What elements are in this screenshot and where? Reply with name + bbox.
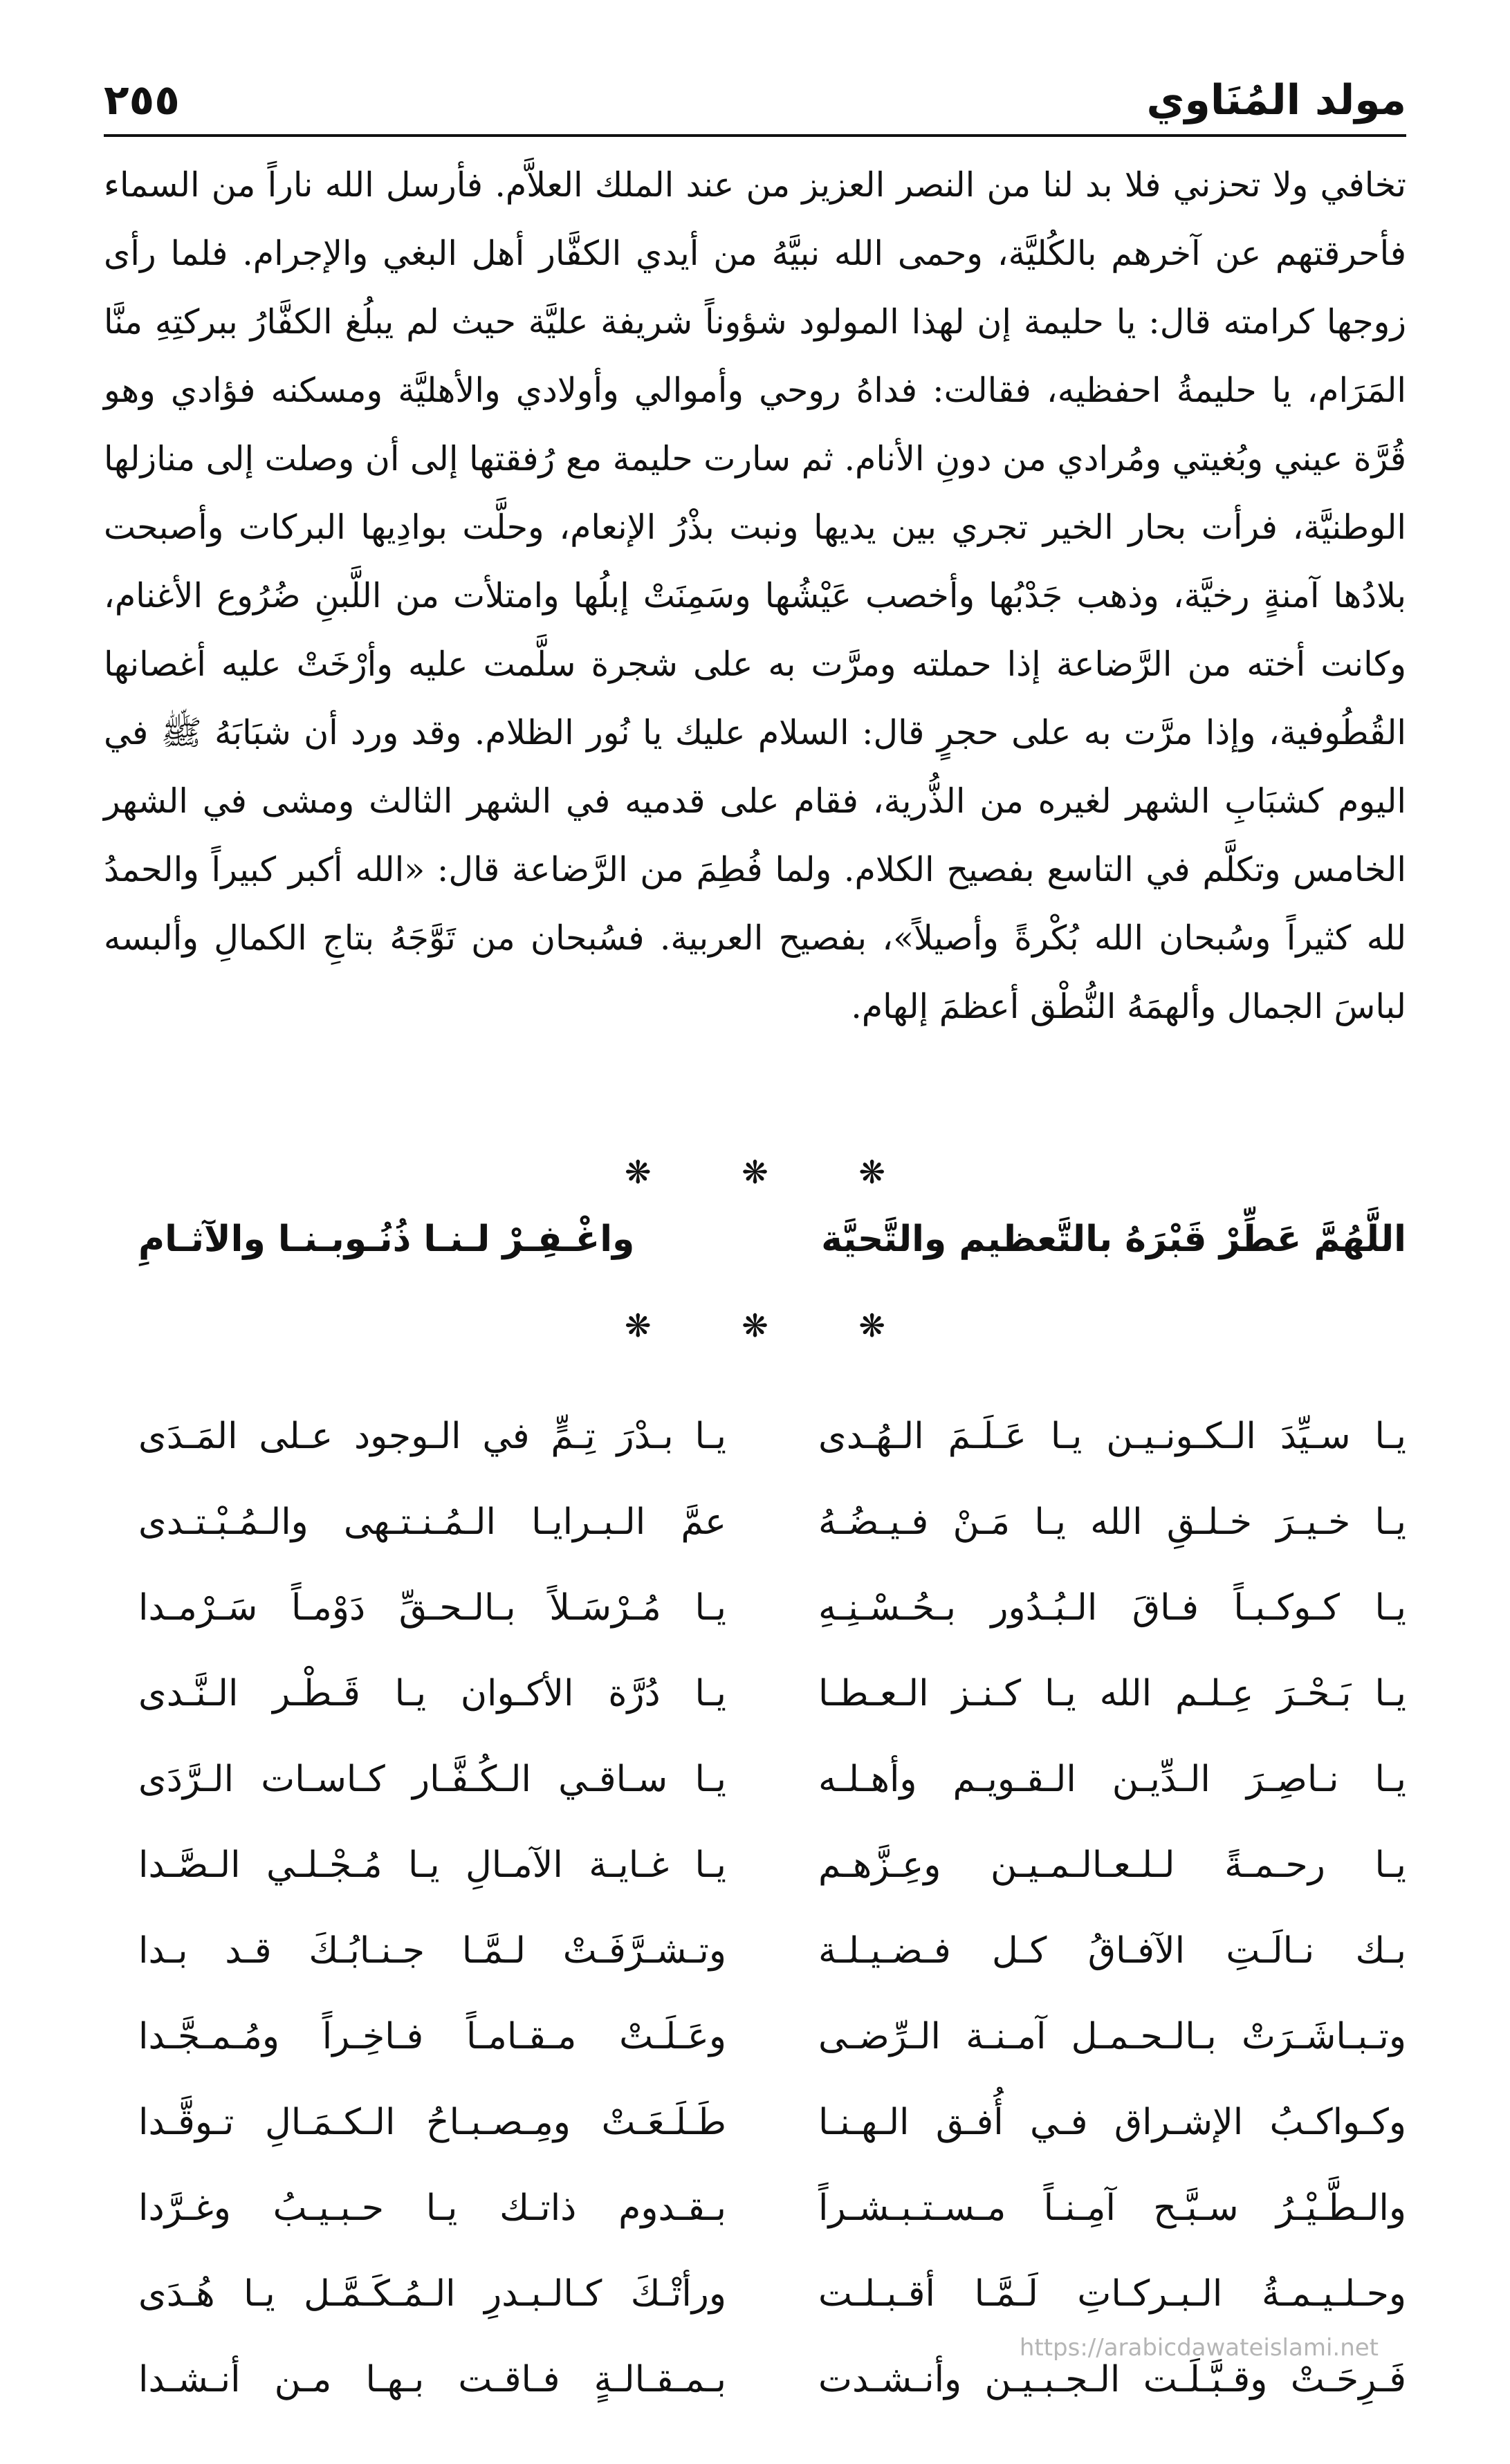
verse-first-hemistich: وتـبـاشَـرَتْ بـالـحـمـل آمـنـة الـرِّضـى [818, 2016, 1406, 2057]
verse-first-hemistich: فَـرِحَـتْ وقـبَّـلَـت الـجـبـيـن وأنـشـدت [818, 2359, 1406, 2400]
verse-second-hemistich: يـا مُـرْسَـلاً بـالـحـقِّ دَوْمـاً سَـرْمـدا [138, 1587, 726, 1629]
star-ornament-icon: ❋ [742, 1154, 768, 1191]
verse-first-hemistich: بـك نـالَـتِ الآفـاقُ كـل فـضـيـلـة [818, 1930, 1406, 1972]
poem-verse [138, 1651, 1406, 1736]
poem-verse [138, 2079, 1406, 2165]
verse-second-hemistich: ورأتْـكَ كـالـبـدرِ الـمُـكَـمَّـل يـا هُـدَى [138, 2273, 726, 2315]
page-header [104, 48, 1406, 137]
refrain-verse [138, 1219, 1406, 1281]
poem-verse [138, 1908, 1406, 1994]
poem-verse [138, 1994, 1406, 2079]
ornament-separator-top [0, 1154, 1510, 1191]
verse-second-hemistich: يـا سـاقـي الـكُـفَّـار كـاسـات الـرَّدَى [138, 1759, 726, 1800]
star-ornament-icon: ❋ [742, 1307, 768, 1344]
poem-verse [138, 2165, 1406, 2251]
verse-second-hemistich: عمَّ الـبـرايـا الـمُـنـتـهى والـمُـبْـتـدى [138, 1501, 726, 1543]
poem-verse [138, 1479, 1406, 1565]
star-ornament-icon: ❋ [858, 1154, 885, 1191]
refrain-first-hemistich: اللَّهُمَّ عَطِّرْ قَبْرَهُ بالتَّعظيم والتَّحيَّة [821, 1219, 1406, 1260]
poem [138, 1393, 1406, 2423]
verse-second-hemistich: يـا دُرَّة الأكـوان يـا قَـطْـر الـنَّـدى [138, 1673, 726, 1714]
page-number: ٢٥٥ [104, 76, 180, 124]
verse-first-hemistich: والـطَّـيْـرُ سـبَّـح آمِـنـاً مـسـتـبـشـراً [818, 2187, 1406, 2229]
poem-verse [138, 1822, 1406, 1908]
verse-first-hemistich: وكـواكـبُ الإشـراق فـي أُفـق الـهـنـا [818, 2102, 1406, 2143]
verse-second-hemistich: وعَـلَـتْ مـقـامـاً فـاخِـراً ومُـمـجَّـدا [138, 2016, 726, 2057]
verse-first-hemistich: وحـلـيـمـةُ الـبـركـاتِ لَـمَّـا أقـبـلـت [818, 2273, 1406, 2315]
star-ornament-icon: ❋ [625, 1307, 652, 1344]
verse-first-hemistich: يـا سـيِّدَ الـكـونـيـن يـا عَـلَـمَ الـهُـدى [818, 1416, 1406, 1457]
verse-first-hemistich: يـا خـيـرَ خـلـقِ الله يـا مَـنْ فـيـضُـهُ [818, 1501, 1406, 1543]
verse-second-hemistich: يـا غـايـة الآمـالِ يـا مُـجْـلـي الـصَّـدا [138, 1844, 726, 1886]
verse-second-hemistich: يـا بـدْرَ تِـمٍّ في الـوجود عـلى المَـدَى [138, 1416, 726, 1457]
refrain-second-hemistich: واغْـفِـرْ لـنـا ذُنُـوبـنـا والآثـامِ [138, 1219, 635, 1260]
star-ornament-icon: ❋ [625, 1154, 652, 1191]
verse-first-hemistich: يـا رحـمـةً لـلـعـالـمـيـن وعِـزَّهـم [818, 1844, 1406, 1886]
prose-paragraph: تخافي ولا تحزني فلا بد لنا من النصر العزيز من عند الملك العلاَّم. فأرسل الله ناراً من السماء فأحرقتهم عن آخرهم بالكُليَّة، وحمى الله نبيَّهُ من أيدي الكفَّار أهل البغي والإجرام. فلما رأى زوجها كرامته قال: يا حليمة إن لهذا المولود شؤوناً شريفة عليَّة حيث لم يبلُغ الكفَّارُ ببركتِهِ منَّا المَرَام، يا حليمةُ احفظيه، فقالت: فداهُ روحي وأموالي وأولادي والأهليَّة ومسكنه فؤادي وهو قُرَّة عيني وبُغيتي ومُرادي من دونِ الأنام. ثم سارت حليمة مع رُفقتها إلى أن وصلت إلى منازلها الوطنيَّة، فرأت بحار الخير تجري بين يديها ونبت بذْرُ الإنعام، وحلَّت بوادِيها البركات وأصبحت بلادُها آمنةٍ رخيَّة، وذهب جَدْبُها وأخصب عَيْشُها وسَمِنَتْ إبلُها وامتلأت من اللَّبنِ ضُرُوع الأغنام، وكانت أخته من الرَّضاعة إذا حملته ومرَّت به على شجرة سلَّمت عليه وأرْخَتْ عليه أغصانها القُطُوفية، وإذا مرَّت به على حجرٍ قال: السلام عليك يا نُور الظلام. وقد ورد أن شبَابَهُ ﷺ في اليوم كشبَابِ الشهر لغيره من الذُّرية، فقام على قدميه في الشهر الثالث ومشى في الشهر الخامس وتكلَّم في التاسع بفصيح الكلام. ولما فُطِمَ من الرَّضاعة قال: «الله أكبر كبيراً والحمدُ لله كثيراً وسُبحان الله بُكْرةً وأصيلاً»، بفصيح العربية. فسُبحان من تَوَّجَهُ بتاجِ الكمالِ وألبسه لباسَ الجمال وألهمَهُ النُّطْق أعظمَ إلهام. [104, 165, 1406, 1026]
verse-second-hemistich: بـمـقـالـةٍ فـاقـت بـهـا مـن أنـشـدا [138, 2359, 726, 2400]
poem-verse [138, 1393, 1406, 1479]
star-ornament-icon: ❋ [858, 1307, 885, 1344]
verse-first-hemistich: يـا كـوكـبـاً فـاقَ الـبُـدُور بـحُـسْـنِـهِ [818, 1587, 1406, 1629]
verse-second-hemistich: طَـلَـعَـتْ ومِـصـبـاحُ الـكـمَـالِ تـوقَّـدا [138, 2102, 726, 2143]
running-title: مولد المُنَاوي [1146, 76, 1406, 124]
verse-first-hemistich: يـا نـاصِـرَ الـدِّيـن الـقـويـم وأهـلـه [818, 1759, 1406, 1800]
poem-verse [138, 1736, 1406, 1822]
poem-verse [138, 1565, 1406, 1651]
prose-body [104, 151, 1406, 1041]
verse-second-hemistich: بـقـدوم ذاتـك يـا حـبـيـبُ وغـرَّدا [138, 2187, 726, 2229]
poem-verse [138, 2251, 1406, 2337]
verse-first-hemistich: يـا بَـحْـرَ عِـلـم الله يـا كـنـز الـعـطـا [818, 1673, 1406, 1714]
ornament-separator-bottom [0, 1307, 1510, 1344]
verse-second-hemistich: وتـشـرَّفَـتْ لـمَّـا جـنـابُـكَ قـد بـدا [138, 1930, 726, 1972]
watermark-url: https://arabicdawateislami.net [1019, 2334, 1379, 2362]
